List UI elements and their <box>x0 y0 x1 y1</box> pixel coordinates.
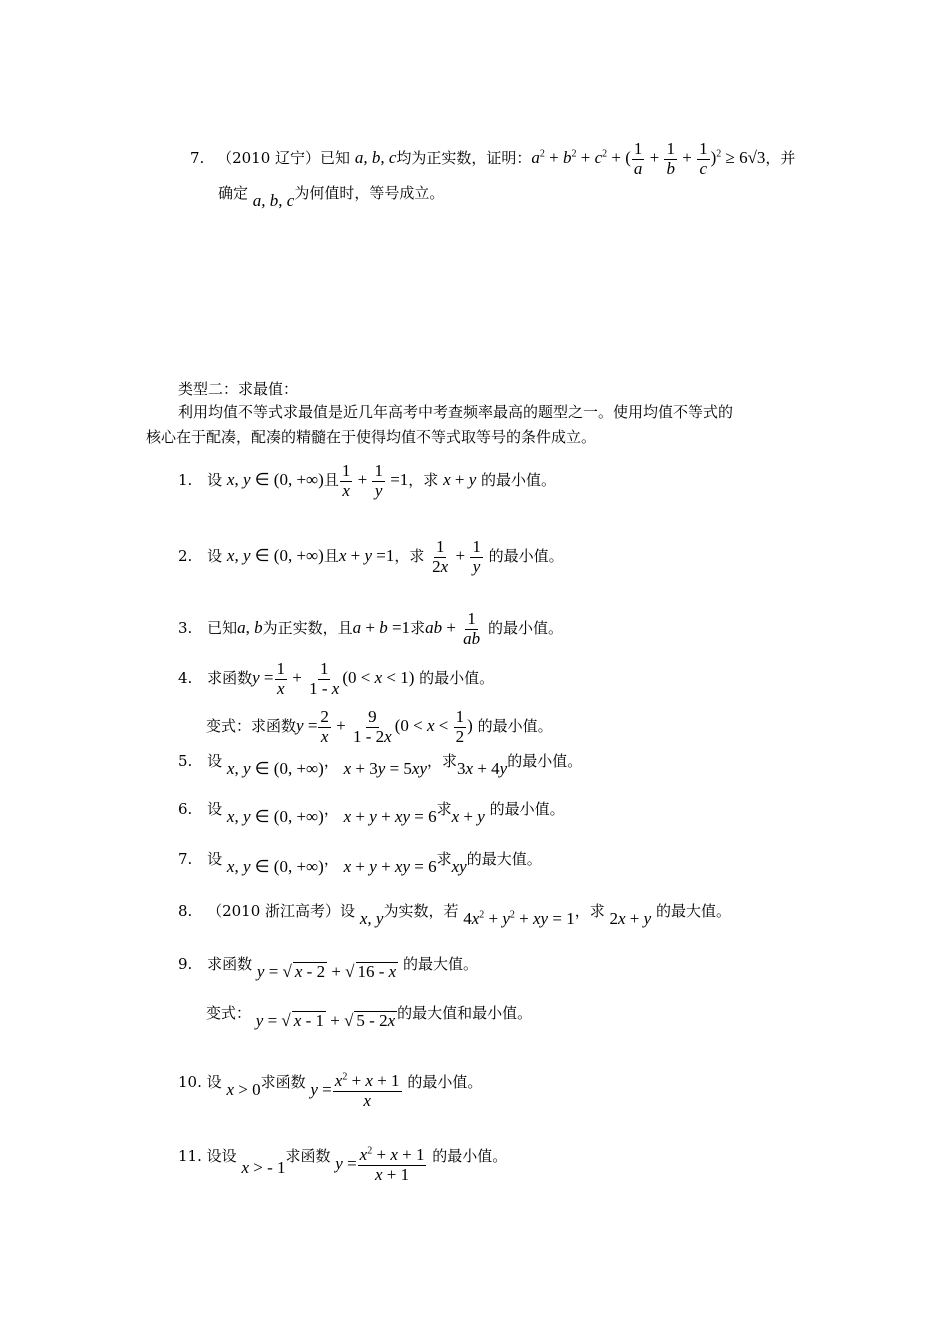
section-intro-2: 核心在于配凑，配凑的精髓在于使得均值不等式取等号的条件成立。 <box>146 428 597 446</box>
problem-9: 9. 求函数 y = √ x - 2 + √ 16 - x 的最大值。 <box>178 955 479 981</box>
problem-1: 1. 设 x, y ∈ (0, +∞)且 $\frac{1}{x}$ + $\frac{1}{y}$ =1，求 x + y 的最小值。 <box>178 461 557 500</box>
problem-5: 5. 设 x, y ∈ (0, +∞)， x + 3y = 5xy，求3x + 4y的最小值。 <box>178 752 583 778</box>
section-title: 类型二：求最值： <box>178 380 299 398</box>
problem-2: 2. 设 x, y ∈ (0, +∞)且x + y =1，求 $\frac{1}{2x}$ + $\frac{1}{y}$ 的最小值。 <box>178 537 564 576</box>
problem-4-variant: 变式：求函数y = $\frac{2}{x}$ + $\frac{9}{1 - 2x}$ (0 < x < $\frac{1}{2}$ ) 的最小值。 <box>206 707 553 746</box>
problem-7-intro: 7. （2010 辽宁）已知 a, b, c均为正实数，证明：$a^2 + b^2 + c^2$ + ( $\frac{1}{a}$ + $\frac{1}{b}$ + $\frac{1}{c}$ )$^2$ ≥ 6√3，并 <box>190 139 796 178</box>
section-intro-1: 利用均值不等式求最值是近几年高考中考查频率最高的题型之一。使用均值不等式的 <box>178 403 734 421</box>
problem-4: 4. 求函数y = $\frac{1}{x}$ + $\frac{1}{1 - x}$ (0 < x < 1) 的最小值。 <box>178 659 495 698</box>
problem-source: （2010 辽宁） <box>217 149 321 168</box>
math-inequality: $a^2 + b^2 + c^2$ + ( $\frac{1}{a}$ + $\frac{1}{b}$ + $\frac{1}{c}$ )$^2$ ≥ 6√3 <box>531 139 766 178</box>
math-function: y = $\frac{2}{x}$ + $\frac{9}{1 - 2x}$ (0 < x < $\frac{1}{2}$ ) <box>296 707 473 746</box>
problem-9-variant: 变式： y = √ x - 1 + √ 5 - 2x 的最大值和最小值。 <box>206 1004 533 1030</box>
math-expr: x, y ∈ (0, +∞)且 $\frac{1}{x}$ + $\frac{1}{y}$ =1 <box>226 461 409 500</box>
problem-7: 7. 设 x, y ∈ (0, +∞)， x + y + xy = 6求xy的最大值。 <box>178 850 542 876</box>
problem-6: 6. 设 x, y ∈ (0, +∞)， x + y + xy = 6求x + y 的最小值。 <box>178 800 565 826</box>
math-vars: a, b, c <box>252 191 295 210</box>
problem-10: 10. 设 x > 0求函数 y = $\frac{x^2 + x + 1}{x}$ 的最小值。 <box>178 1071 483 1110</box>
problem-8: 8. （2010 浙江高考）设 x, y为实数，若 $4x^2 + y^2$ + xy = 1，求 2x + y 的最大值。 <box>178 902 731 928</box>
problem-7-line2: 确定 a, b, c为何值时，等号成立。 <box>218 184 445 210</box>
problem-number: 7. <box>190 149 205 168</box>
math-expr: x, y ∈ (0, +∞)且x + y =1 <box>226 546 395 566</box>
problem-3: 3. 已知a, b为正实数，且a + b =1求ab + $\frac{1}{ab}$ 的最小值。 <box>178 609 563 648</box>
math-function: y = $\frac{1}{x}$ + $\frac{1}{1 - x}$ (0 < x < 1) <box>252 659 415 698</box>
problem-11: 11. 设设 x > - 1求函数 y = $\frac{x^2 + x + 1}{x + 1}$ 的最小值。 <box>178 1145 508 1184</box>
math-vars: a, b, c <box>354 148 397 168</box>
